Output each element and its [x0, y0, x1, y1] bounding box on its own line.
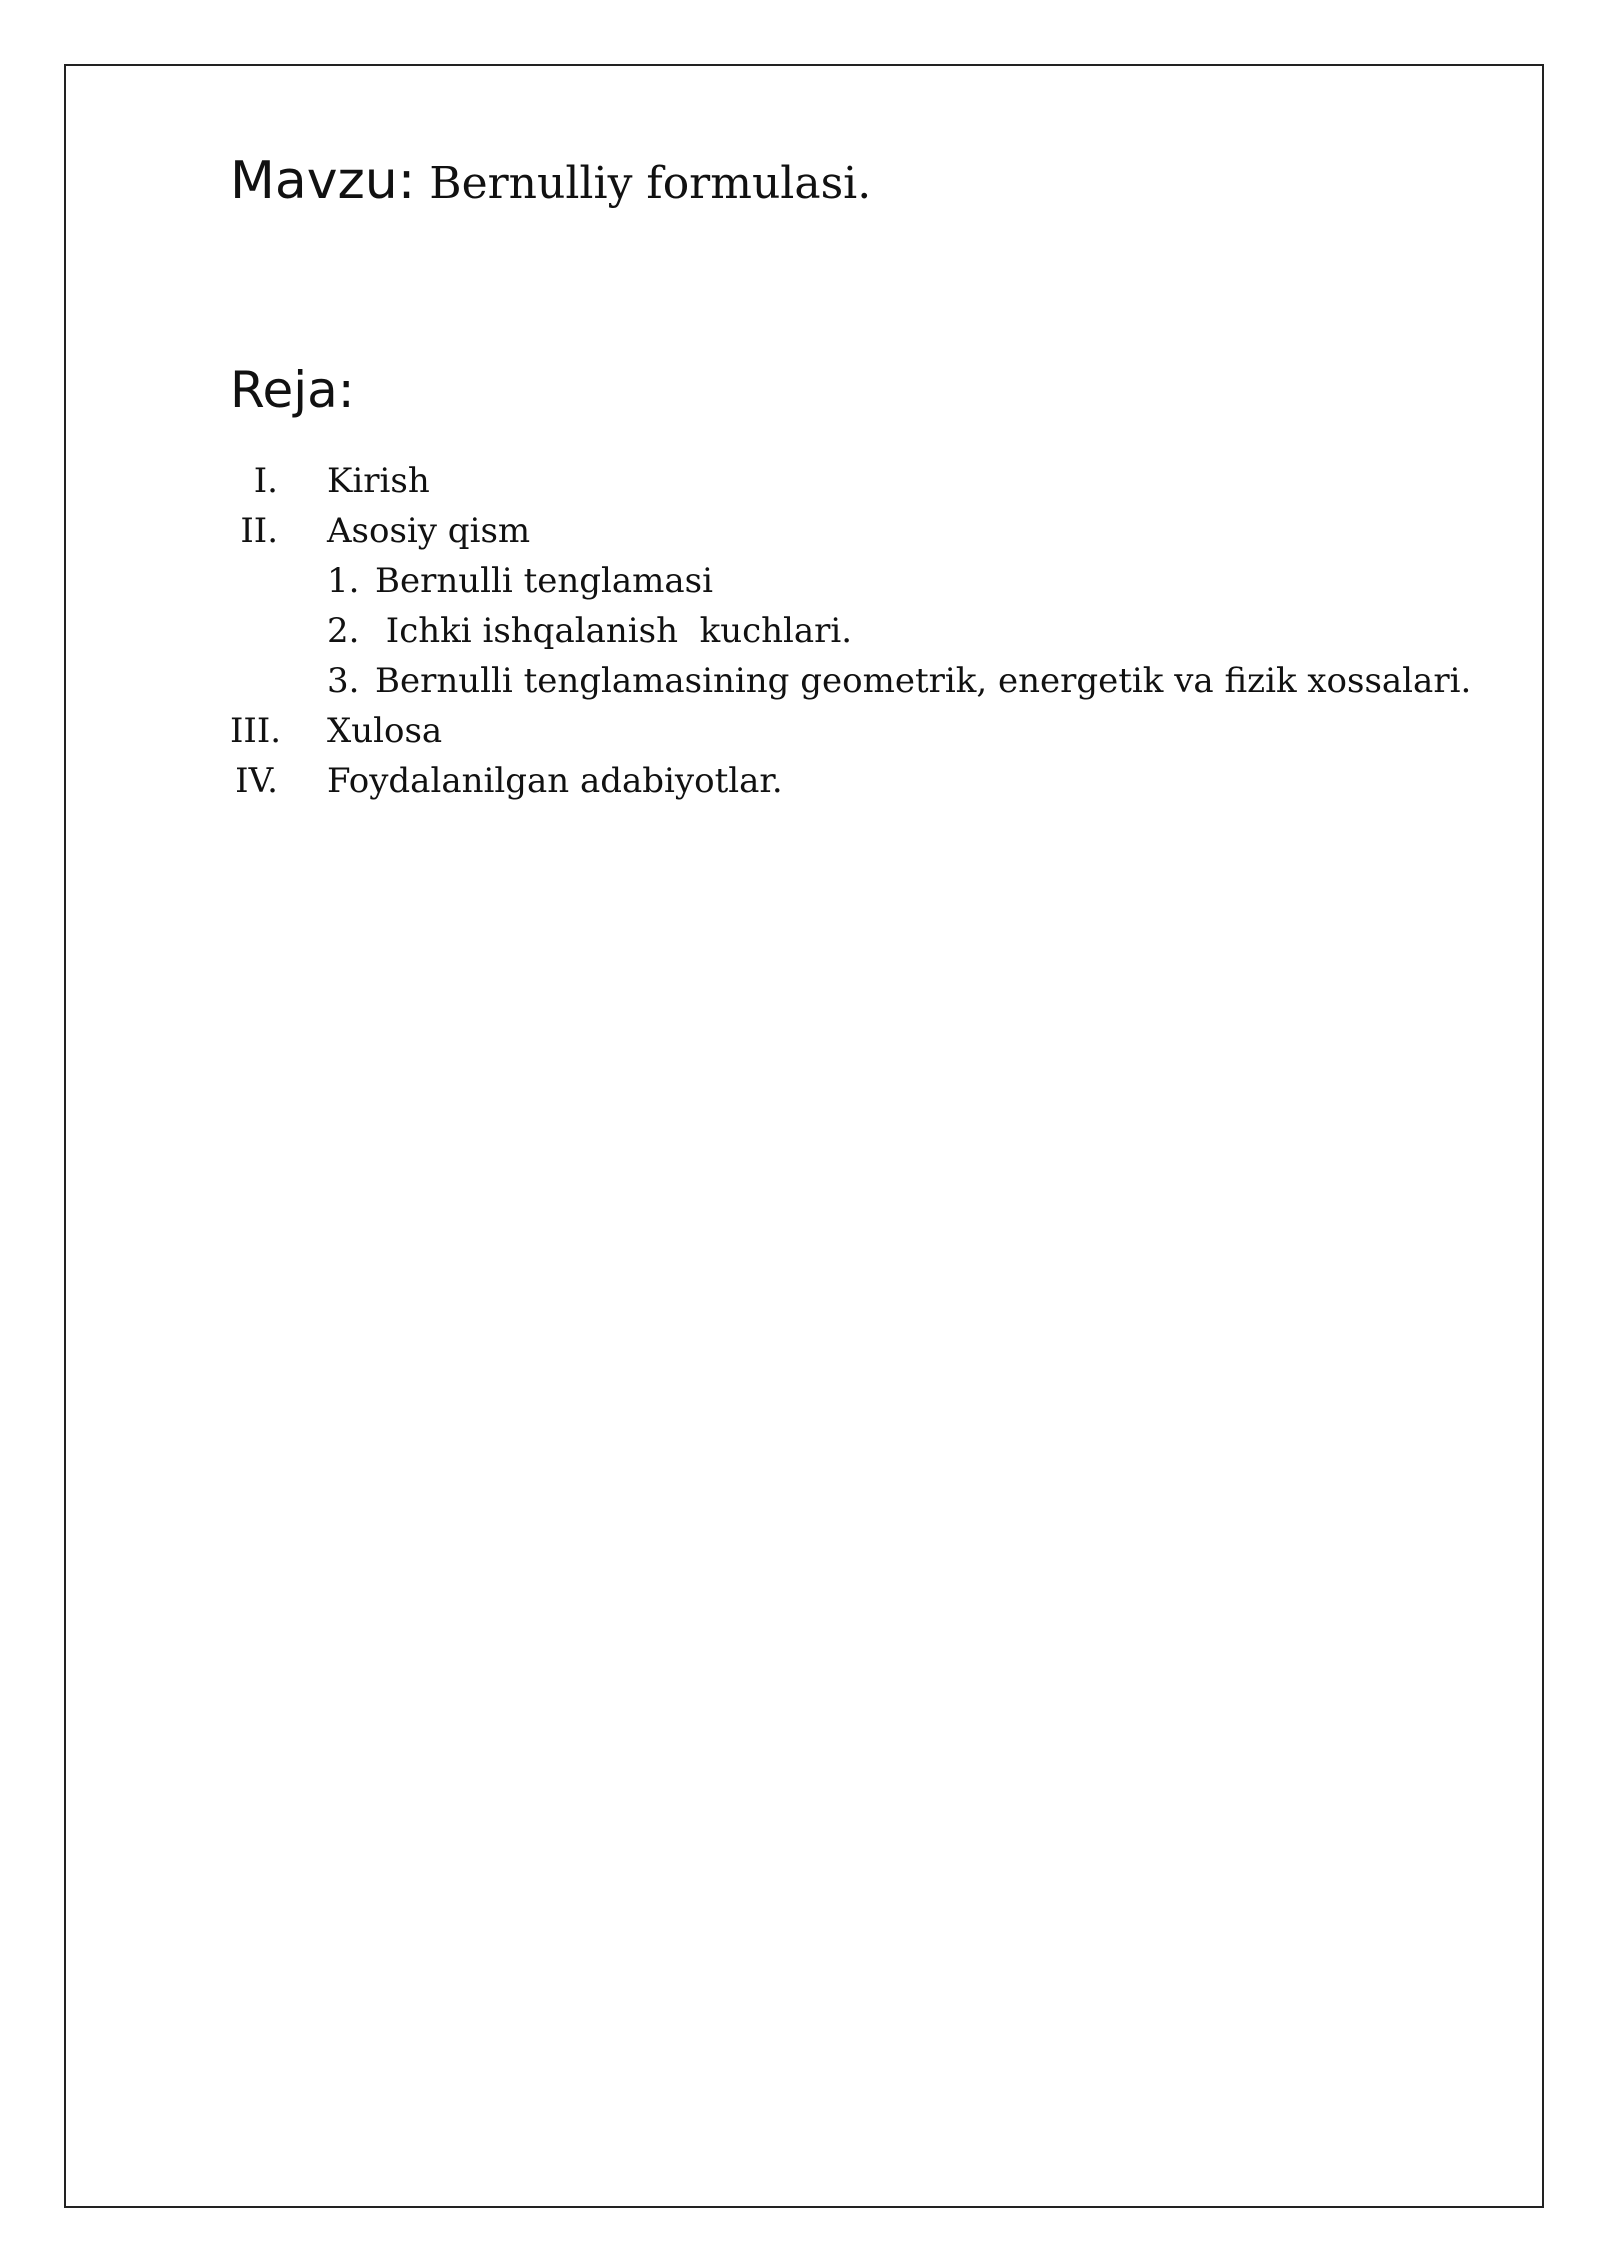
sub-plan-item-text: Bernulli tenglamasi [375, 561, 714, 602]
title-text: Bernulliy formulasi. [415, 158, 872, 209]
sub-plan-item-number: 2. [327, 611, 360, 652]
sub-plan-item-number: 3. [327, 661, 360, 702]
plan-item [230, 756, 1430, 806]
plan-heading: Reja: [230, 361, 355, 420]
sub-plan-list [327, 556, 1472, 706]
plan-item [230, 706, 1430, 756]
plan-item [230, 506, 1472, 706]
plan-item-number: IV. [235, 761, 278, 802]
title-label: Mavzu: [230, 151, 416, 211]
sub-plan-item-text: Ichki ishqalanish kuchlari. [375, 611, 853, 652]
plan-item-text: Kirish [327, 461, 430, 502]
plan-item-text: Xulosa [327, 711, 443, 752]
sub-plan-item [327, 656, 1472, 706]
plan-item [230, 456, 1430, 506]
sub-plan-item-number: 1. [327, 561, 360, 602]
plan-item-number: III. [230, 711, 282, 752]
sub-plan-item [327, 556, 1430, 606]
sub-plan-item [327, 606, 1430, 656]
document-content [230, 150, 1472, 806]
plan-item-number: I. [253, 461, 278, 502]
plan-list [230, 456, 1472, 806]
plan-item-text: Asosiy qism [327, 511, 531, 552]
sub-plan-item-text: Bernulli tenglamasining geometrik, energetik va fizik xossalari. [375, 661, 1472, 702]
page-title [230, 150, 1430, 212]
plan-item-text: Foydalanilgan adabiyotlar. [327, 761, 783, 802]
plan-item-number: II. [240, 511, 278, 552]
